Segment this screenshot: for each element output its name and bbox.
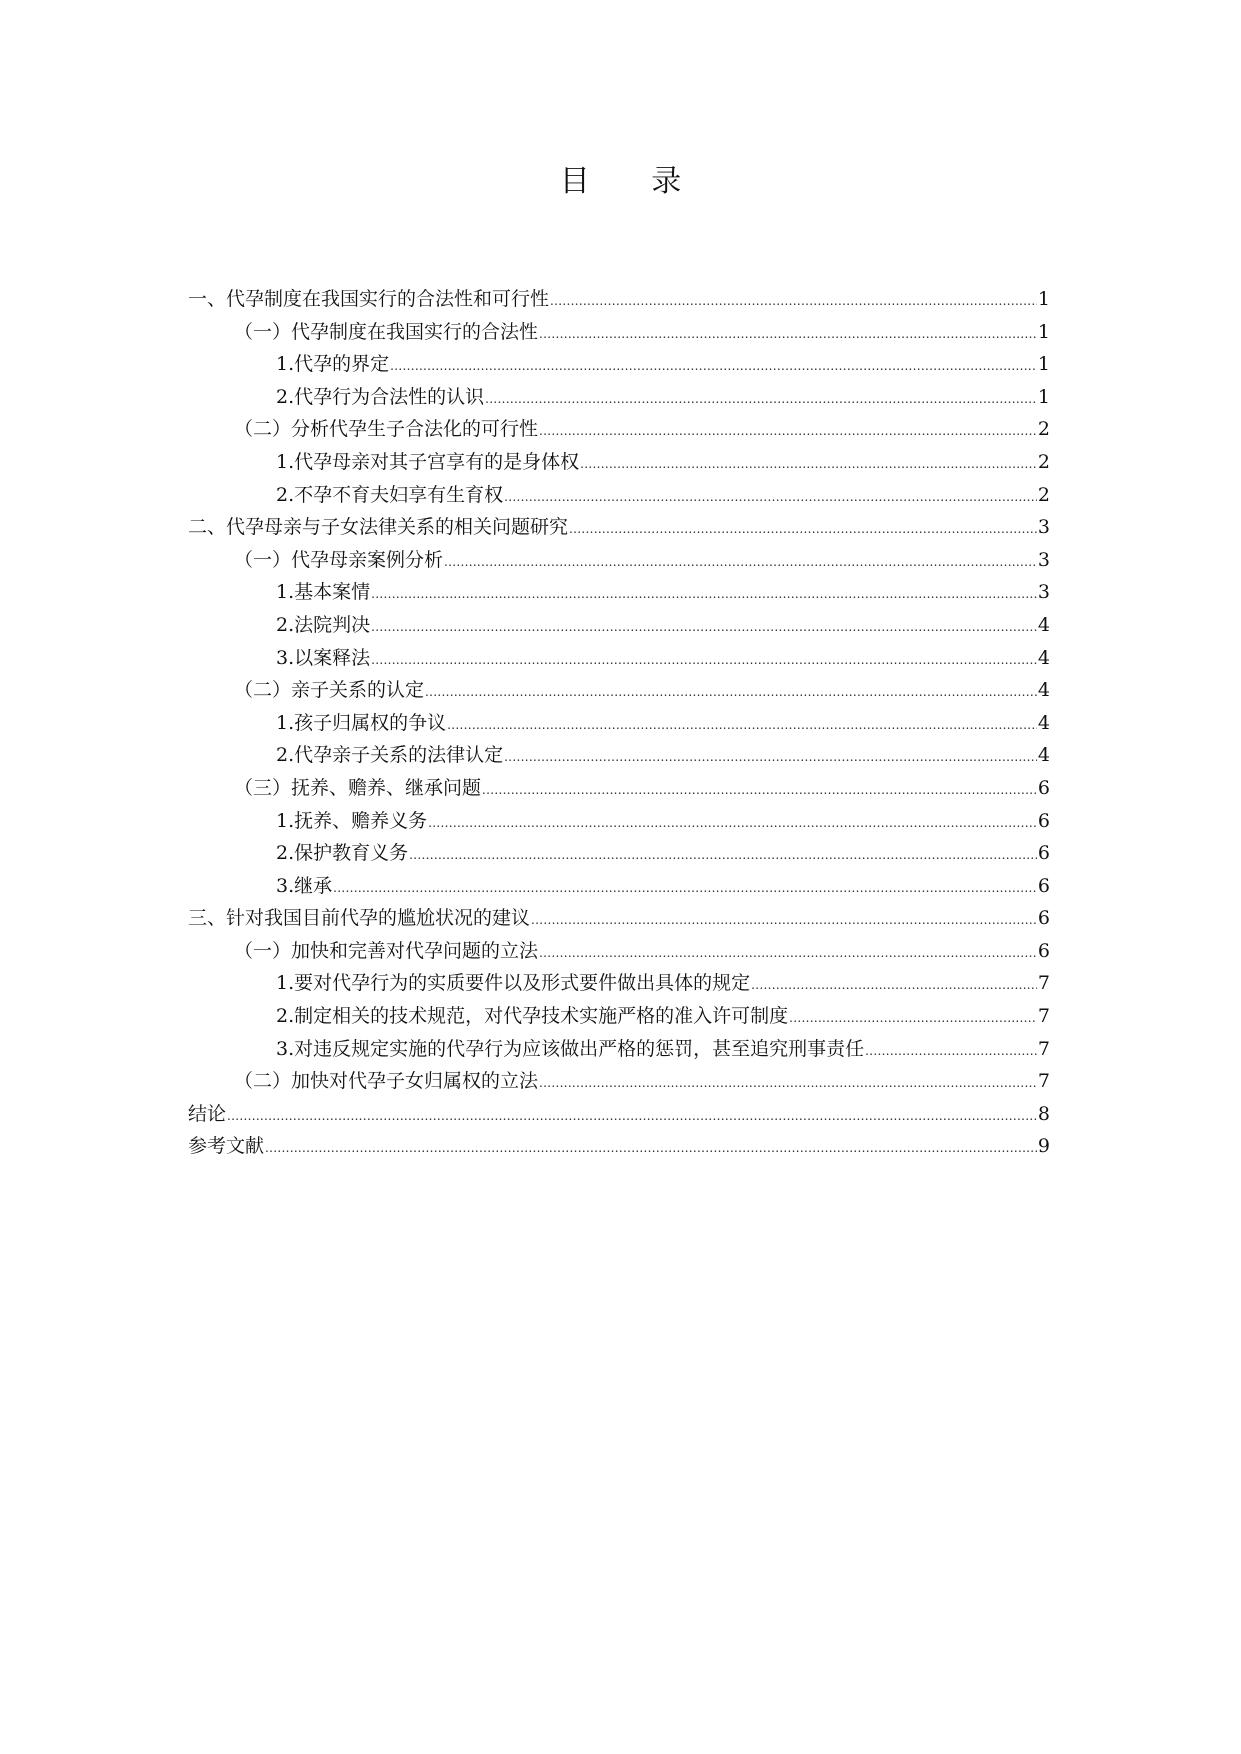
toc-dot-leader xyxy=(265,1132,1037,1165)
toc-entry-label: 3.以案释法 xyxy=(276,646,371,669)
toc-entry-label: 参考文献 xyxy=(188,1135,265,1158)
toc-dot-leader xyxy=(504,481,1037,514)
toc-entry-page-number: 3 xyxy=(1037,548,1050,571)
toc-entry-page-number: 6 xyxy=(1037,809,1050,832)
toc-entry-page-number: 6 xyxy=(1037,842,1050,865)
toc-dot-leader xyxy=(482,774,1037,807)
toc-entry-page-number: 9 xyxy=(1037,1135,1050,1158)
toc-entry-page-number: 8 xyxy=(1037,1102,1050,1125)
toc-entry-label: （二）亲子关系的认定 xyxy=(234,679,425,702)
toc-dot-leader xyxy=(751,969,1037,1002)
toc-entry-page-number: 7 xyxy=(1037,972,1050,995)
toc-dot-leader xyxy=(865,1035,1037,1068)
toc-dot-leader xyxy=(409,839,1037,872)
toc-entry-label: （一）加快和完善对代孕问题的立法 xyxy=(234,939,539,962)
toc-entry[interactable] xyxy=(188,739,1050,772)
toc-entry-label: 2.制定相关的技术规范，对代孕技术实施严格的准入许可制度 xyxy=(276,1005,789,1028)
toc-dot-leader xyxy=(539,937,1037,970)
toc-entry-label: （一）代孕制度在我国实行的合法性 xyxy=(234,320,539,343)
toc-entry[interactable] xyxy=(188,609,1050,642)
toc-dot-leader xyxy=(485,383,1037,416)
toc-entry[interactable] xyxy=(188,479,1050,512)
toc-entry-label: 1.孩子归属权的争议 xyxy=(276,711,447,734)
toc-entry[interactable] xyxy=(188,902,1050,935)
toc-entry-page-number: 1 xyxy=(1037,385,1050,408)
toc-dot-leader xyxy=(390,350,1037,383)
toc-entry[interactable] xyxy=(188,967,1050,1000)
toc-entry[interactable] xyxy=(188,1098,1050,1131)
toc-entry[interactable] xyxy=(188,642,1050,675)
toc-entry-page-number: 4 xyxy=(1037,744,1050,767)
toc-entry[interactable] xyxy=(188,1130,1050,1163)
toc-entry-page-number: 7 xyxy=(1037,1037,1050,1060)
toc-entry-page-number: 1 xyxy=(1037,320,1050,343)
toc-dot-leader xyxy=(531,904,1037,937)
toc-entry[interactable] xyxy=(188,772,1050,805)
toc-entry-label: 二、代孕母亲与子女法律关系的相关问题研究 xyxy=(188,516,569,539)
page-title: 目 录 xyxy=(559,164,708,199)
toc-entry[interactable] xyxy=(188,446,1050,479)
toc-entry[interactable] xyxy=(188,348,1050,381)
toc-dot-leader xyxy=(425,676,1037,709)
toc-dot-leader xyxy=(539,415,1037,448)
toc-entry[interactable] xyxy=(188,837,1050,870)
toc-entry[interactable] xyxy=(188,413,1050,446)
toc-dot-leader xyxy=(789,1002,1037,1035)
toc-entry-label: 2.代孕亲子关系的法律认定 xyxy=(276,744,504,767)
toc-dot-leader xyxy=(371,578,1037,611)
toc-entry-label: 2.保护教育义务 xyxy=(276,842,409,865)
toc-entry[interactable] xyxy=(188,1033,1050,1066)
toc-entry-page-number: 3 xyxy=(1037,581,1050,604)
toc-dot-leader xyxy=(447,709,1037,742)
toc-entry-page-number: 6 xyxy=(1037,907,1050,930)
toc-dot-leader xyxy=(371,611,1037,644)
toc-entry-label: 2.代孕行为合法性的认识 xyxy=(276,385,485,408)
toc-entry-label: 1.基本案情 xyxy=(276,581,371,604)
toc-dot-leader xyxy=(569,513,1037,546)
toc-entry-page-number: 6 xyxy=(1037,874,1050,897)
toc-entry-page-number: 1 xyxy=(1037,288,1050,310)
toc-entry-page-number: 7 xyxy=(1037,1005,1050,1028)
toc-entry-page-number: 7 xyxy=(1037,1070,1050,1093)
toc-entry-label: 1.抚养、赡养义务 xyxy=(276,809,428,832)
toc-entry[interactable] xyxy=(188,870,1050,903)
toc-entry-label: 1.代孕的界定 xyxy=(276,353,390,376)
toc-dot-leader xyxy=(550,285,1037,318)
toc-entry-label: （三）抚养、赡养、继承问题 xyxy=(234,776,482,799)
toc-entry[interactable] xyxy=(188,381,1050,414)
toc-entry-label: 三、针对我国目前代孕的尴尬状况的建议 xyxy=(188,907,531,930)
toc-entry-page-number: 2 xyxy=(1037,418,1050,441)
toc-entry[interactable] xyxy=(188,707,1050,740)
toc-dot-leader xyxy=(580,448,1037,481)
toc-entry[interactable] xyxy=(188,1000,1050,1033)
toc-entry[interactable] xyxy=(188,576,1050,609)
toc-entry-page-number: 4 xyxy=(1037,613,1050,636)
toc-dot-leader xyxy=(539,1067,1037,1100)
toc-entry-page-number: 3 xyxy=(1037,516,1050,539)
toc-entry-page-number: 2 xyxy=(1037,483,1050,506)
toc-dot-leader xyxy=(371,644,1037,677)
toc-entry-page-number: 4 xyxy=(1037,711,1050,734)
toc-entry-label: 2.不孕不育夫妇享有生育权 xyxy=(276,483,504,506)
toc-entry-page-number: 2 xyxy=(1037,450,1050,473)
toc-dot-leader xyxy=(444,546,1037,579)
toc-dot-leader xyxy=(428,807,1037,840)
toc-entry-label: 3.对违反规定实施的代孕行为应该做出严格的惩罚，甚至追究刑事责任 xyxy=(276,1037,865,1060)
toc-dot-leader xyxy=(539,318,1037,351)
toc-entry-page-number: 4 xyxy=(1037,646,1050,669)
toc-entry-label: 一、代孕制度在我国实行的合法性和可行性 xyxy=(188,288,550,310)
toc-entry-page-number: 4 xyxy=(1037,679,1050,702)
table-of-contents xyxy=(188,283,1050,1163)
toc-entry[interactable] xyxy=(188,544,1050,577)
toc-dot-leader xyxy=(333,872,1037,905)
toc-entry[interactable] xyxy=(188,674,1050,707)
toc-entry-label: （二）加快对代孕子女归属权的立法 xyxy=(234,1070,539,1093)
toc-dot-leader xyxy=(504,741,1037,774)
toc-entry[interactable] xyxy=(188,283,1050,316)
toc-entry-page-number: 6 xyxy=(1037,939,1050,962)
toc-dot-leader xyxy=(227,1100,1037,1133)
toc-entry[interactable] xyxy=(188,1065,1050,1098)
toc-entry-page-number: 1 xyxy=(1037,353,1050,376)
toc-entry-label: 3.继承 xyxy=(276,874,333,897)
toc-entry[interactable] xyxy=(188,805,1050,838)
toc-entry-page-number: 6 xyxy=(1037,776,1050,799)
toc-entry[interactable] xyxy=(188,935,1050,968)
toc-entry[interactable] xyxy=(188,316,1050,349)
toc-entry-label: 结论 xyxy=(188,1102,227,1125)
toc-entry-label: 1.代孕母亲对其子宫享有的是身体权 xyxy=(276,450,580,473)
toc-entry-label: 1.要对代孕行为的实质要件以及形式要件做出具体的规定 xyxy=(276,972,751,995)
toc-entry-label: 2.法院判决 xyxy=(276,613,371,636)
toc-entry[interactable] xyxy=(188,511,1050,544)
toc-entry-label: （二）分析代孕生子合法化的可行性 xyxy=(234,418,539,441)
toc-entry-label: （一）代孕母亲案例分析 xyxy=(234,548,444,571)
